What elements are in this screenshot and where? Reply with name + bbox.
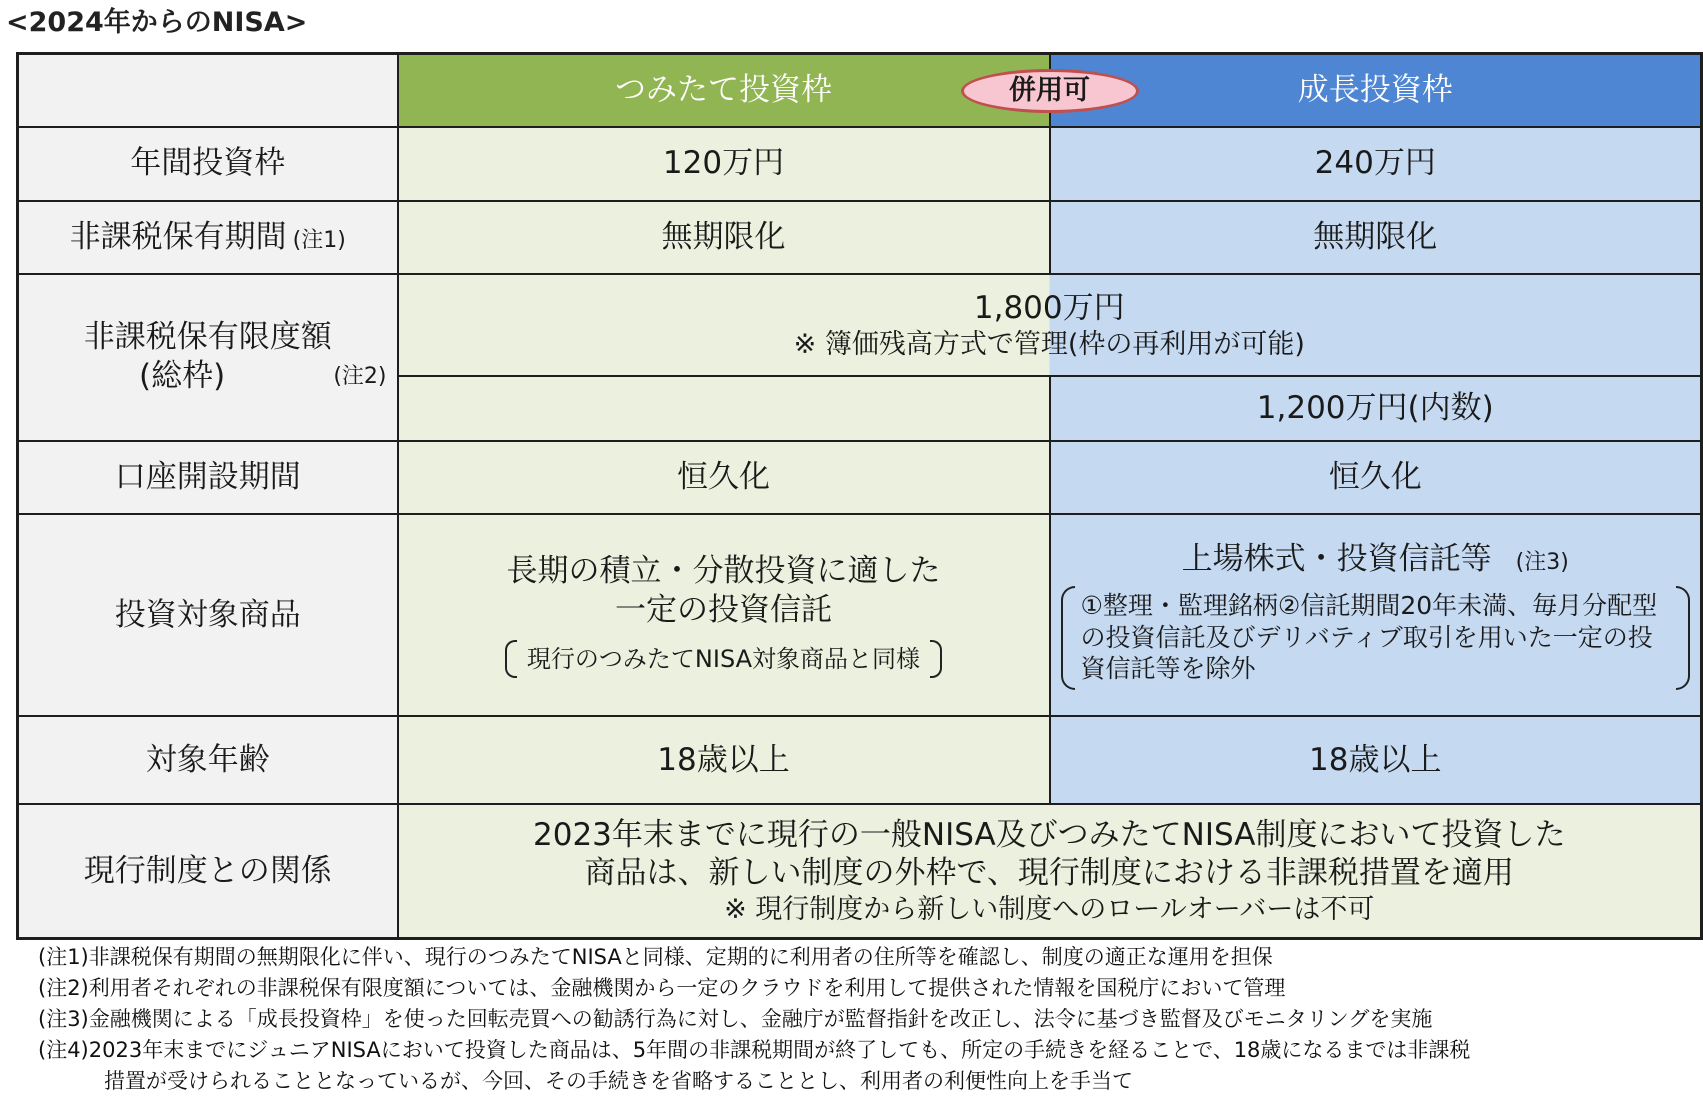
row-account bbox=[18, 441, 1702, 515]
relation-line2: 商品は、新しい制度の外枠で、現行制度における非課税措置を適用 bbox=[584, 855, 1514, 892]
header-corner-cell bbox=[18, 54, 398, 128]
relation-line3: ※ 現行制度から新しい制度へのロールオーバーは不可 bbox=[724, 894, 1375, 926]
limit-total: 1,800万円 bbox=[973, 289, 1125, 326]
footnote-4-continued: 措置が受けられることとなっているが、今回、その手続きを省略することとし、利用者の利便性向上を手当て bbox=[104, 1069, 1133, 1093]
row-products bbox=[18, 514, 1702, 715]
period-tsumitate-value: 無期限化 bbox=[398, 201, 1050, 275]
limit-total-note: ※ 簿価残高方式で管理(枠の再利用が可能) bbox=[793, 328, 1305, 360]
row-label-limit bbox=[18, 274, 398, 441]
row-limit-top bbox=[18, 274, 1702, 376]
limit-tsumitate-empty bbox=[398, 376, 1050, 441]
relation-cell bbox=[398, 804, 1702, 938]
products-growth-cell bbox=[1050, 514, 1702, 715]
products-growth-line1: 上場株式・投資信託等 bbox=[1181, 540, 1492, 577]
limit-label2: (総枠) bbox=[139, 357, 226, 394]
footnote-3: (注3)金融機関による「成長投資枠」を使った回転売買への勧誘行為に対し、金融庁が監督指針を改正し、法令に基づき監督及びモニタリングを実施 bbox=[38, 1007, 1433, 1031]
limit-label-sub bbox=[19, 357, 397, 397]
limit-total-cell bbox=[398, 274, 1702, 376]
row-label-age: 対象年齢 bbox=[18, 716, 398, 805]
period-note: (注1) bbox=[292, 228, 346, 254]
products-growth-paren: ①整理・監理銘柄②信託期間20年未満、毎月分配型の投資信託及びデリバティブ取引を用いた一定の投資信託等を除外 bbox=[1061, 586, 1691, 690]
row-relation bbox=[18, 804, 1702, 938]
footnote-2: (注2)利用者それぞれの非課税保有限度額については、金融機関から一定のクラウドを利用して提供された情報を国税庁において管理 bbox=[38, 976, 1286, 1000]
nisa-table bbox=[16, 52, 1703, 940]
products-tsumitate-line1: 長期の積立・分散投資に適した bbox=[506, 553, 941, 590]
account-growth-value: 恒久化 bbox=[1050, 441, 1702, 515]
relation-line1: 2023年末までに現行の一般NISA及びつみたてNISA制度において投資した bbox=[533, 816, 1566, 853]
limit-label: 非課税保有限度額 bbox=[83, 319, 332, 356]
limit-note: (注2) bbox=[333, 363, 387, 389]
combined-use-badge: 併用可 bbox=[961, 69, 1139, 113]
products-growth-heading bbox=[1051, 540, 1701, 579]
row-label-period bbox=[18, 201, 398, 275]
page-title: <2024年からのNISA> bbox=[6, 7, 308, 38]
header-row bbox=[18, 54, 1702, 128]
age-tsumitate-value: 18歳以上 bbox=[398, 716, 1050, 805]
header-growth bbox=[1050, 54, 1702, 128]
row-label-relation: 現行制度との関係 bbox=[18, 804, 398, 938]
account-tsumitate-value: 恒久化 bbox=[398, 441, 1050, 515]
age-growth-value: 18歳以上 bbox=[1050, 716, 1702, 805]
row-label-account: 口座開設期間 bbox=[18, 441, 398, 515]
header-tsumitate-label: つみたて投資枠 bbox=[615, 72, 832, 109]
products-tsumitate-cell bbox=[398, 514, 1050, 715]
row-age bbox=[18, 716, 1702, 805]
row-annual bbox=[18, 127, 1702, 201]
products-tsumitate-line2: 一定の投資信託 bbox=[615, 591, 832, 628]
footnote-4: (注4)2023年末までにジュニアNISAにおいて投資した商品は、5年間の非課税期間が終了しても、所定の手続きを経ることで、18歳になるまでは非課税 bbox=[38, 1038, 1471, 1062]
footnotes bbox=[38, 942, 1698, 1097]
header-growth-label: 成長投資枠 bbox=[1297, 72, 1453, 109]
row-label-annual: 年間投資枠 bbox=[18, 127, 398, 201]
period-label: 非課税保有期間 bbox=[69, 219, 287, 256]
footnote-1: (注1)非課税保有期間の無期限化に伴い、現行のつみたてNISAと同様、定期的に利用者の住所等を確認し、制度の適正な運用を担保 bbox=[38, 945, 1273, 969]
header-tsumitate bbox=[398, 54, 1090, 128]
row-period bbox=[18, 201, 1702, 275]
period-growth-value: 無期限化 bbox=[1050, 201, 1702, 275]
annual-tsumitate-value: 120万円 bbox=[398, 127, 1050, 201]
limit-growth-value: 1,200万円(内数) bbox=[1050, 376, 1702, 441]
products-tsumitate-paren: 現行のつみたてNISA対象商品と同様 bbox=[505, 640, 942, 678]
annual-growth-value: 240万円 bbox=[1050, 127, 1702, 201]
row-label-products: 投資対象商品 bbox=[18, 514, 398, 715]
products-growth-note: (注3) bbox=[1515, 549, 1569, 575]
